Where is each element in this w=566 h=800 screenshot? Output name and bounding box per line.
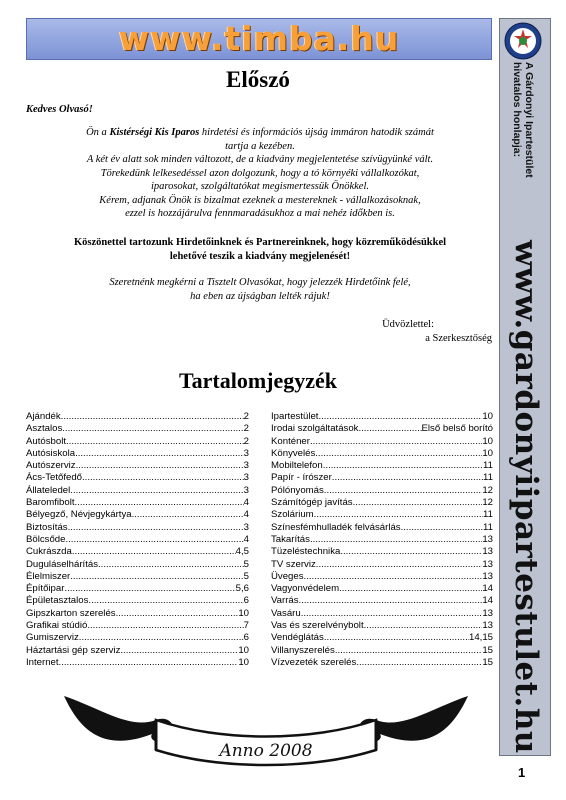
intro-line: A két év alatt sok minden változott, de a kiadvány megjelentetése szívügyünké vált. bbox=[86, 154, 434, 165]
toc-entry[interactable] bbox=[26, 546, 249, 558]
toc-entry-name: Baromfibolt bbox=[26, 497, 75, 509]
toc-entry-page: 6 bbox=[243, 595, 249, 607]
toc-entry-page: 11 bbox=[483, 460, 493, 472]
toc-entry-page: 4 bbox=[243, 533, 249, 545]
toc-entry-page: 3 bbox=[243, 447, 249, 459]
toc-entry-page: 13 bbox=[482, 546, 493, 558]
toc-title: Tartalomjegyzék bbox=[178, 368, 338, 393]
toc-entry-page: 14,15 bbox=[468, 632, 493, 644]
toc-leader-dots bbox=[310, 436, 482, 448]
toc-entry[interactable] bbox=[271, 571, 493, 583]
toc-entry-page: 14 bbox=[482, 583, 493, 595]
toc-entry[interactable] bbox=[271, 583, 493, 595]
toc-entry-page: 10 bbox=[482, 447, 493, 459]
toc-entry[interactable] bbox=[26, 583, 249, 595]
toc-leader-dots bbox=[299, 595, 483, 607]
closing-greeting: Üdvözlettel: bbox=[382, 319, 434, 330]
toc-entry[interactable] bbox=[26, 595, 249, 607]
toc-entry[interactable] bbox=[271, 645, 493, 657]
toc-entry[interactable] bbox=[26, 645, 249, 657]
toc-entry-name: Duguláselhárítás bbox=[26, 558, 98, 570]
intro-prefix: Ön a bbox=[86, 127, 110, 138]
toc-leader-dots bbox=[76, 460, 244, 472]
intro-line: Kérem, adjanak Önök is bizalmat ezeknek a mestereknek - vállalkozásoknak, bbox=[99, 194, 421, 206]
toc-entry-page: 13 bbox=[482, 558, 493, 570]
toc-entry-name: Autószerviz bbox=[26, 460, 76, 472]
preface-closing bbox=[382, 318, 492, 345]
toc-entry-name: Épületasztalos bbox=[26, 595, 89, 607]
toc-leader-dots bbox=[132, 509, 244, 521]
toc-entry-page: 3 bbox=[243, 460, 249, 472]
toc-entry[interactable] bbox=[271, 559, 493, 571]
toc-entry-page: 4 bbox=[243, 509, 249, 521]
toc-leader-dots bbox=[340, 546, 482, 558]
toc-entry-page: 11 bbox=[483, 472, 493, 484]
toc-entry[interactable] bbox=[271, 657, 493, 669]
toc-leader-dots bbox=[120, 645, 238, 657]
toc-leader-dots bbox=[70, 571, 243, 583]
closing-signature: a Szerkesztőség bbox=[425, 332, 492, 344]
toc-entry[interactable] bbox=[271, 472, 493, 484]
toc-entry[interactable] bbox=[271, 460, 493, 472]
page-number: 1 bbox=[518, 765, 526, 780]
toc-entry[interactable] bbox=[271, 423, 493, 435]
toc-leader-dots bbox=[65, 534, 243, 546]
toc-entry-name: Számítógép javítás bbox=[271, 497, 353, 509]
toc-entry[interactable] bbox=[271, 485, 493, 497]
toc-leader-dots bbox=[316, 559, 483, 571]
toc-entry-name: Élelmiszer bbox=[26, 570, 71, 582]
toc-entry[interactable] bbox=[26, 423, 249, 435]
intro-line: tartja a kezében. bbox=[225, 140, 295, 152]
toc-leader-dots bbox=[401, 522, 483, 534]
toc-entry-page: 2 bbox=[243, 423, 249, 435]
toc-entry[interactable] bbox=[271, 448, 493, 460]
toc-entry-name: Szolárium bbox=[271, 509, 314, 521]
toc-entry-name: Bölcsőde bbox=[26, 533, 66, 545]
toc-entry-page: 5 bbox=[243, 570, 249, 582]
toc-entry-name: Könyvelés bbox=[271, 447, 316, 459]
toc-leader-dots bbox=[59, 657, 239, 669]
preface-intro bbox=[40, 126, 480, 221]
toc-leader-dots bbox=[70, 485, 243, 497]
toc-entry[interactable] bbox=[271, 608, 493, 620]
toc-entry-name: Autósbolt bbox=[26, 435, 67, 447]
toc-entry-page: Első belső borító bbox=[421, 423, 493, 435]
thanks-line: Köszönettel tartozunk Hirdetőinknek és Partnereinknek, hogy közreműködésükkel bbox=[73, 237, 447, 248]
toc-leader-dots bbox=[75, 497, 244, 509]
toc-entry-page: 5 bbox=[243, 558, 249, 570]
toc-entry[interactable] bbox=[271, 632, 493, 644]
toc-entry-name: TV szerviz bbox=[271, 558, 316, 570]
toc-leader-dots bbox=[358, 423, 421, 435]
toc-entry[interactable] bbox=[26, 436, 249, 448]
preface-greeting: Kedves Olvasó! bbox=[26, 104, 93, 115]
toc-entry-name: Színesfémhulladék felvásárlás bbox=[271, 521, 401, 533]
toc-entry[interactable] bbox=[26, 448, 249, 460]
toc-entry[interactable] bbox=[26, 657, 249, 669]
toc-entry-page: 13 bbox=[482, 533, 493, 545]
thanks-line: lehetővé teszik a kiadvány megjelenését! bbox=[169, 250, 351, 262]
toc-entry-page: 12 bbox=[482, 497, 493, 509]
preface-thanks bbox=[30, 236, 490, 263]
toc-entry-name: Konténer bbox=[271, 435, 310, 447]
toc-entry-name: Vagyonvédelem bbox=[271, 583, 340, 595]
toc-leader-dots bbox=[79, 632, 244, 644]
toc-entry-name: Villanyszerelés bbox=[271, 644, 335, 656]
toc-leader-dots bbox=[87, 620, 243, 632]
toc-entry-name: Internet bbox=[26, 656, 59, 668]
toc-entry-page: 10 bbox=[238, 644, 249, 656]
toc-entry-name: Tüzeléstechnika bbox=[271, 546, 341, 558]
sidebar-org-line: A Gárdonyi Ipartestület bbox=[523, 62, 535, 178]
toc-leader-dots bbox=[356, 657, 482, 669]
toc-entry-name: Ács-Tetőfedő bbox=[26, 472, 82, 484]
toc-left-column bbox=[26, 411, 249, 669]
toc-entry[interactable] bbox=[26, 411, 249, 423]
toc-leader-dots bbox=[88, 595, 243, 607]
toc-entry[interactable] bbox=[271, 509, 493, 521]
toc-leader-dots bbox=[353, 497, 483, 509]
toc-entry-page: 12 bbox=[482, 484, 493, 496]
toc-entry-page: 14 bbox=[482, 595, 493, 607]
toc-entry-name: Takarítás bbox=[271, 533, 310, 545]
toc-entry[interactable] bbox=[271, 522, 493, 534]
toc-leader-dots bbox=[339, 583, 482, 595]
toc-entry-name: Építőipar bbox=[26, 583, 65, 595]
toc-entry-name: Cukrászda bbox=[26, 546, 72, 558]
toc-right-column bbox=[271, 411, 493, 669]
toc-leader-dots bbox=[301, 608, 483, 620]
toc-entry-name: Üveges bbox=[271, 570, 304, 582]
toc-entry-name: Bélyegző, Névjegykártya bbox=[26, 509, 132, 521]
toc-entry-name: Ajándék bbox=[26, 411, 61, 422]
toc-entry-page: 15 bbox=[482, 656, 493, 668]
toc-leader-dots bbox=[310, 534, 482, 546]
toc-entry-page: 13 bbox=[482, 570, 493, 582]
toc-entry-page: 2 bbox=[243, 435, 249, 447]
toc-entry-name: Vas és szerelvénybolt bbox=[271, 620, 364, 632]
request-line: Szeretnénk megkérni a Tisztelt Olvasókat, hogy jelezzék Hirdetőink felé, bbox=[109, 277, 411, 288]
toc-leader-dots bbox=[116, 608, 239, 620]
intro-line: ezzel is hozzájárulva fennmaradásukhoz a mai nehéz időkben is. bbox=[125, 208, 395, 219]
toc-entry[interactable] bbox=[26, 534, 249, 546]
toc-leader-dots bbox=[318, 411, 482, 423]
toc-entry-page: 3 bbox=[243, 521, 249, 533]
toc-leader-dots bbox=[315, 448, 482, 460]
intro-publication-name: Kistérségi Kis Iparos bbox=[109, 127, 200, 138]
toc-entry-page: 10 bbox=[482, 411, 493, 422]
toc-leader-dots bbox=[332, 472, 483, 484]
toc-leader-dots bbox=[364, 620, 483, 632]
header-banner bbox=[26, 18, 492, 60]
toc-leader-dots bbox=[82, 472, 244, 484]
preface-request bbox=[40, 276, 480, 303]
toc-leader-dots bbox=[61, 411, 244, 423]
anno-ribbon bbox=[60, 690, 472, 772]
toc-entry-name: Vízvezeték szerelés bbox=[271, 656, 357, 668]
toc-leader-dots bbox=[304, 571, 483, 583]
toc-entry-page: 7 bbox=[243, 620, 249, 632]
banner-url[interactable]: www.timba.hu bbox=[118, 19, 400, 58]
toc-leader-dots bbox=[72, 546, 236, 558]
toc-entry-page: 6 bbox=[243, 632, 249, 644]
toc-entry-name: Grafikai stúdió bbox=[26, 620, 88, 632]
toc-leader-dots bbox=[323, 460, 483, 472]
toc-leader-dots bbox=[335, 645, 483, 657]
toc-entry-page: 4 bbox=[243, 497, 249, 509]
ribbon-text: Anno 2008 bbox=[219, 741, 313, 761]
intro-suffix: hirdetési és információs újság immáron hatodik számát bbox=[199, 127, 434, 138]
toc-entry[interactable] bbox=[26, 497, 249, 509]
toc-entry-name: Pólónyomás bbox=[271, 484, 324, 496]
toc-entry-name: Háztartási gép szerviz bbox=[26, 644, 121, 656]
toc-entry[interactable] bbox=[26, 460, 249, 472]
toc-entry-page: 3 bbox=[243, 472, 249, 484]
toc-entry-page: 10 bbox=[482, 435, 493, 447]
toc-entry[interactable] bbox=[26, 509, 249, 521]
toc-entry-name: Állateledel bbox=[26, 484, 71, 496]
toc-entry-name: Biztosítás bbox=[26, 521, 68, 533]
toc-entry[interactable] bbox=[26, 571, 249, 583]
toc-entry-name: Autósiskola bbox=[26, 447, 76, 459]
toc-entry-page: 5,6 bbox=[235, 583, 249, 595]
toc-entry-name: Mobiltelefon bbox=[271, 460, 323, 472]
toc-entry-page: 4,5 bbox=[235, 546, 249, 558]
toc-leader-dots bbox=[75, 448, 244, 460]
toc-entry-page: 11 bbox=[483, 521, 493, 533]
toc-entry[interactable] bbox=[271, 595, 493, 607]
toc-entry-name: Papír - írószer bbox=[271, 472, 332, 484]
toc-entry-page: 13 bbox=[482, 620, 493, 632]
toc-leader-dots bbox=[66, 436, 244, 448]
toc-entry-page: 2 bbox=[243, 411, 249, 422]
toc-entry-page: 10 bbox=[238, 607, 249, 619]
toc-entry[interactable] bbox=[271, 436, 493, 448]
preface-title: Előszó bbox=[226, 67, 290, 92]
sidebar-url[interactable]: www.gardonyiipartestulet.hu bbox=[508, 240, 544, 754]
toc-entry-name: Varrás bbox=[271, 595, 299, 607]
toc-entry-page: 15 bbox=[482, 644, 493, 656]
toc-entry[interactable] bbox=[271, 497, 493, 509]
toc-entry-page: 11 bbox=[483, 509, 493, 521]
intro-line: Törekedünk lelkesedéssel azon dolgozunk, hogy a tó környéki vállalkozókat, bbox=[100, 167, 420, 179]
sidebar-org-text bbox=[505, 62, 535, 232]
toc-leader-dots bbox=[98, 559, 244, 571]
toc-leader-dots bbox=[324, 632, 469, 644]
toc-entry[interactable] bbox=[26, 522, 249, 534]
toc-entry[interactable] bbox=[271, 546, 493, 558]
toc-entry[interactable] bbox=[26, 559, 249, 571]
toc-entry[interactable] bbox=[26, 608, 249, 620]
toc-leader-dots bbox=[62, 423, 243, 435]
toc-leader-dots bbox=[324, 485, 483, 497]
toc-entry[interactable] bbox=[271, 620, 493, 632]
toc-entry[interactable] bbox=[26, 632, 249, 644]
request-line: ha eben az újságban lelték rájuk! bbox=[190, 290, 330, 302]
sidebar-org-line: hivatalos honlapja: bbox=[511, 62, 523, 158]
toc-leader-dots bbox=[314, 509, 483, 521]
toc-entry-name: Vendéglátás bbox=[271, 632, 324, 644]
intro-line: iparosokat, szolgáltatókat megismertessük Önökkel. bbox=[150, 181, 370, 192]
toc-entry-name: Ipartestület bbox=[271, 411, 319, 422]
toc-leader-dots bbox=[64, 583, 235, 595]
toc-entry[interactable] bbox=[26, 620, 249, 632]
toc-entry[interactable] bbox=[26, 485, 249, 497]
toc-entry-name: Gumiszerviz bbox=[26, 632, 79, 644]
toc-entry-name: Gipszkarton szerelés bbox=[26, 607, 116, 619]
toc-entry[interactable] bbox=[271, 534, 493, 546]
toc-entry-name: Vasáru bbox=[271, 607, 301, 619]
ipartestulet-emblem-icon bbox=[504, 22, 542, 60]
toc-entry-page: 3 bbox=[243, 484, 249, 496]
intro-line bbox=[40, 126, 480, 140]
toc-entry-name: Asztalos bbox=[26, 423, 63, 435]
toc-entry[interactable] bbox=[26, 472, 249, 484]
toc-entry-name: Irodai szolgáltatások bbox=[271, 423, 359, 435]
toc-leader-dots bbox=[68, 522, 244, 534]
toc-entry-page: 13 bbox=[482, 607, 493, 619]
toc-entry-page: 10 bbox=[238, 656, 249, 668]
toc-entry[interactable] bbox=[271, 411, 493, 423]
